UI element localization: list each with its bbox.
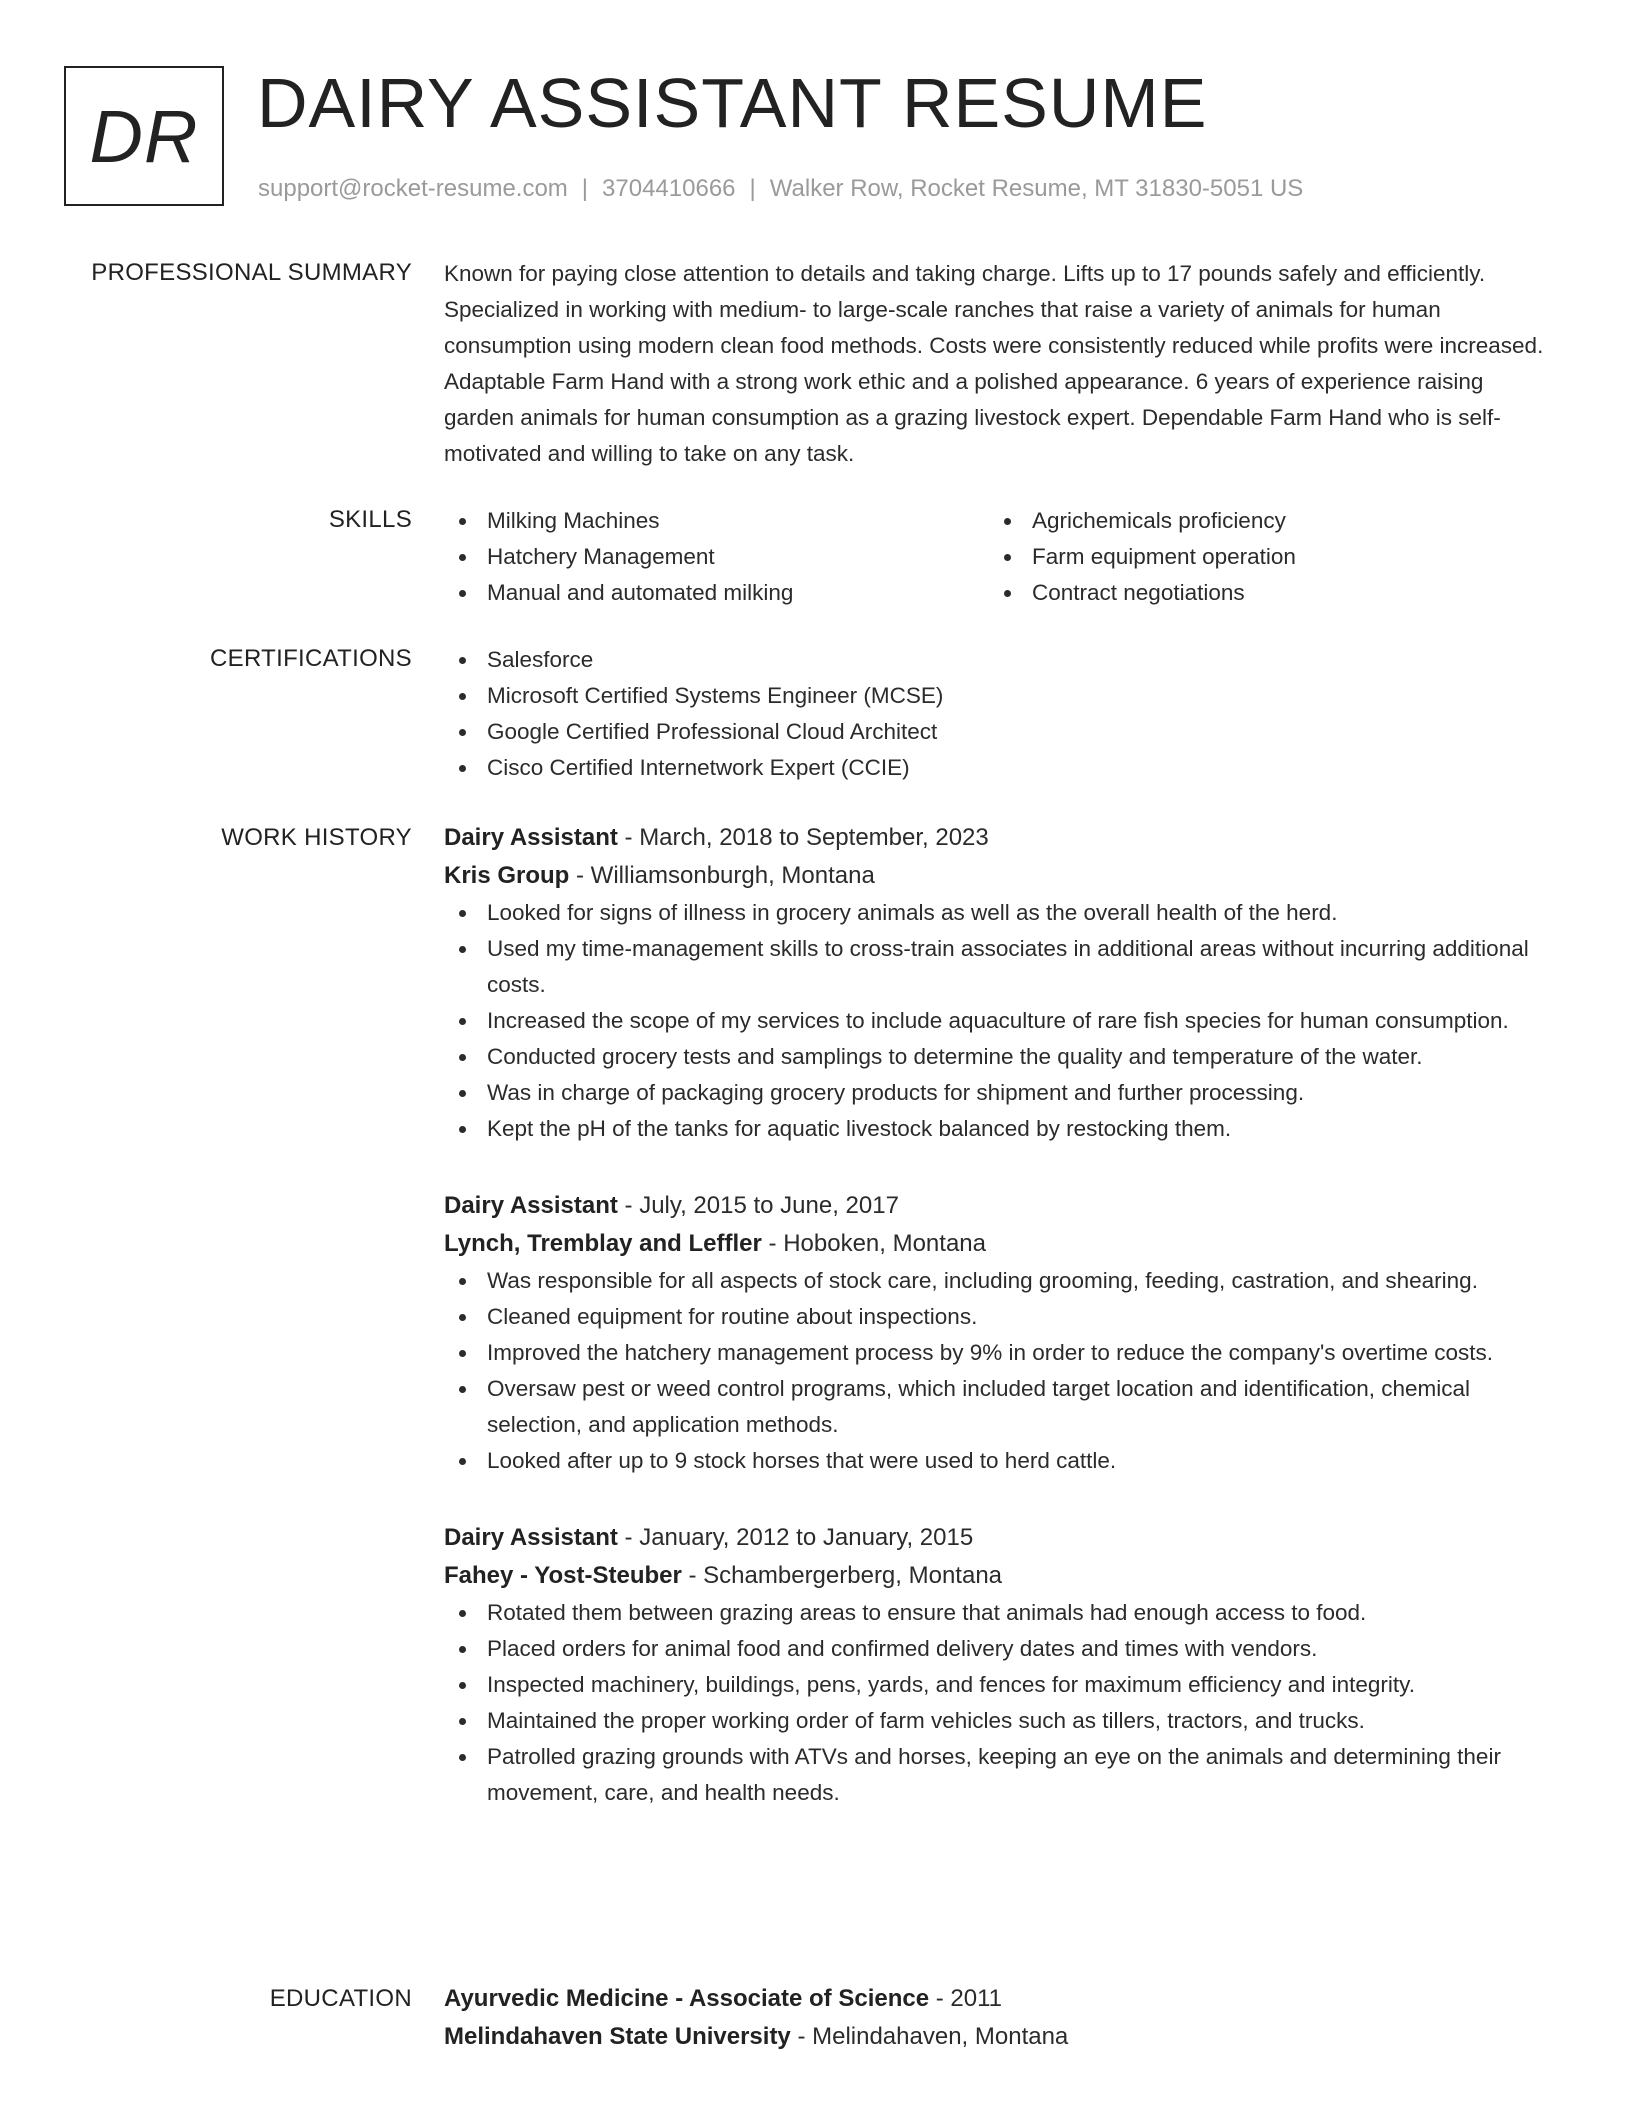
list-item: Kept the pH of the tanks for aquatic livestock balanced by restocking them. xyxy=(444,1111,1544,1147)
list-item: Contract negotiations xyxy=(989,575,1534,611)
section-heading: SKILLS xyxy=(328,506,412,533)
job-company: Fahey - Yost-Steuber xyxy=(444,1562,682,1589)
list-item: Maintained the proper working order of farm vehicles such as tillers, tractors, and trucks. xyxy=(444,1703,1544,1739)
job-location: - Schambergerberg, Montana xyxy=(681,1562,1003,1589)
list-item: Manual and automated milking xyxy=(444,575,989,611)
list-item: Inspected machinery, buildings, pens, yards, and fences for maximum efficiency and integrity. xyxy=(444,1667,1544,1703)
education-location: - Melindahaven, Montana xyxy=(790,2023,1069,2050)
list-item: Milking Machines xyxy=(444,503,989,539)
list-item: Agrichemicals proficiency xyxy=(989,503,1534,539)
job-duties-list xyxy=(444,1263,1544,1479)
list-item: Looked after up to 9 stock horses that were used to herd cattle. xyxy=(444,1443,1544,1479)
contact-line xyxy=(258,174,1303,204)
job-duties-list xyxy=(444,1595,1544,1811)
job-title: Dairy Assistant xyxy=(444,1524,618,1551)
summary-text: Known for paying close attention to details and taking charge. Lifts up to 17 pounds safely and efficiently. Specialized in working with medium- to large-scale ranches that raise a variety of animals for human consumption using modern clean food methods. Costs were consistently reduced while profits were increased. Adaptable Farm Hand with a strong work ethic and a polished appearance. 6 years of experience raising garden animals for human consumption as a grazing livestock expert. Dependable Farm Hand who is self-motivated and willing to take on any task. xyxy=(444,261,1544,466)
section-heading: CERTIFICATIONS xyxy=(210,645,412,672)
section-heading: WORK HISTORY xyxy=(221,824,412,851)
list-item: Cisco Certified Internetwork Expert (CCIE) xyxy=(444,750,1544,786)
resume-title: DAIRY ASSISTANT RESUME xyxy=(257,64,1208,142)
list-item: Improved the hatchery management process by 9% in order to reduce the company's overtime costs. xyxy=(444,1335,1544,1371)
resume-header xyxy=(64,64,1544,214)
list-item: Hatchery Management xyxy=(444,539,989,575)
education-degree: Ayurvedic Medicine - Associate of Science xyxy=(444,1985,930,2012)
contact-separator: | xyxy=(749,175,756,202)
list-item: Salesforce xyxy=(444,642,1544,678)
job-title-line xyxy=(444,1187,1544,1225)
list-item: Microsoft Certified Systems Engineer (MCSE) xyxy=(444,678,1544,714)
list-item: Was in charge of packaging grocery products for shipment and further processing. xyxy=(444,1075,1544,1111)
list-item: Patrolled grazing grounds with ATVs and horses, keeping an eye on the animals and determining their movement, care, and health needs. xyxy=(444,1739,1544,1811)
skills-list-left xyxy=(444,503,989,611)
certifications-list xyxy=(444,642,1544,786)
job-location: - Hoboken, Montana xyxy=(761,1230,986,1257)
section-heading: PROFESSIONAL SUMMARY xyxy=(91,259,412,286)
education-school: Melindahaven State University xyxy=(444,2023,791,2050)
skills-grid xyxy=(444,503,1544,611)
list-item: Conducted grocery tests and samplings to determine the quality and temperature of the water. xyxy=(444,1039,1544,1075)
job-dates: - January, 2012 to January, 2015 xyxy=(617,1524,974,1551)
job-title-line xyxy=(444,819,1544,857)
job-dates: - March, 2018 to September, 2023 xyxy=(617,824,989,851)
list-item: Cleaned equipment for routine about inspections. xyxy=(444,1299,1544,1335)
job-dates: - July, 2015 to June, 2017 xyxy=(617,1192,899,1219)
list-item: Google Certified Professional Cloud Architect xyxy=(444,714,1544,750)
job-company-line xyxy=(444,857,1544,895)
job-company-line xyxy=(444,1225,1544,1263)
job-entry xyxy=(444,819,1544,1147)
list-item: Was responsible for all aspects of stock care, including grooming, feeding, castration, and shearing. xyxy=(444,1263,1544,1299)
contact-phone[interactable]: 3704410666 xyxy=(602,175,736,202)
job-company-line xyxy=(444,1557,1544,1595)
section-heading: EDUCATION xyxy=(269,1985,412,2012)
contact-email[interactable]: support@rocket-resume.com xyxy=(258,175,568,202)
job-company: Kris Group xyxy=(444,862,570,889)
job-location: - Williamsonburgh, Montana xyxy=(569,862,875,889)
list-item: Looked for signs of illness in grocery animals as well as the overall health of the herd. xyxy=(444,895,1544,931)
contact-separator: | xyxy=(581,175,589,202)
list-item: Rotated them between grazing areas to ensure that animals had enough access to food. xyxy=(444,1595,1544,1631)
list-item: Oversaw pest or weed control programs, which included target location and identification, chemical selection, and application methods. xyxy=(444,1371,1544,1443)
education-year: - 2011 xyxy=(929,1985,1002,2012)
contact-address: Walker Row, Rocket Resume, MT 31830-5051 US xyxy=(769,175,1304,202)
job-company: Lynch, Tremblay and Leffler xyxy=(444,1230,762,1257)
list-item: Placed orders for animal food and confirmed delivery dates and times with vendors. xyxy=(444,1631,1544,1667)
list-item: Increased the scope of my services to include aquaculture of rare fish species for human consumption. xyxy=(444,1003,1544,1039)
job-entry xyxy=(444,1187,1544,1479)
list-item: Used my time-management skills to cross-train associates in additional areas without incurring additional costs. xyxy=(444,931,1544,1003)
job-title-line xyxy=(444,1519,1544,1557)
job-entry xyxy=(444,1519,1544,1811)
job-duties-list xyxy=(444,895,1544,1147)
education-school-line xyxy=(444,2018,1544,2056)
list-item: Farm equipment operation xyxy=(989,539,1534,575)
job-title: Dairy Assistant xyxy=(444,1192,618,1219)
monogram-logo: DR xyxy=(64,66,224,206)
job-title: Dairy Assistant xyxy=(444,824,618,851)
education-degree-line xyxy=(444,1980,1544,2018)
skills-list-right xyxy=(989,503,1534,611)
